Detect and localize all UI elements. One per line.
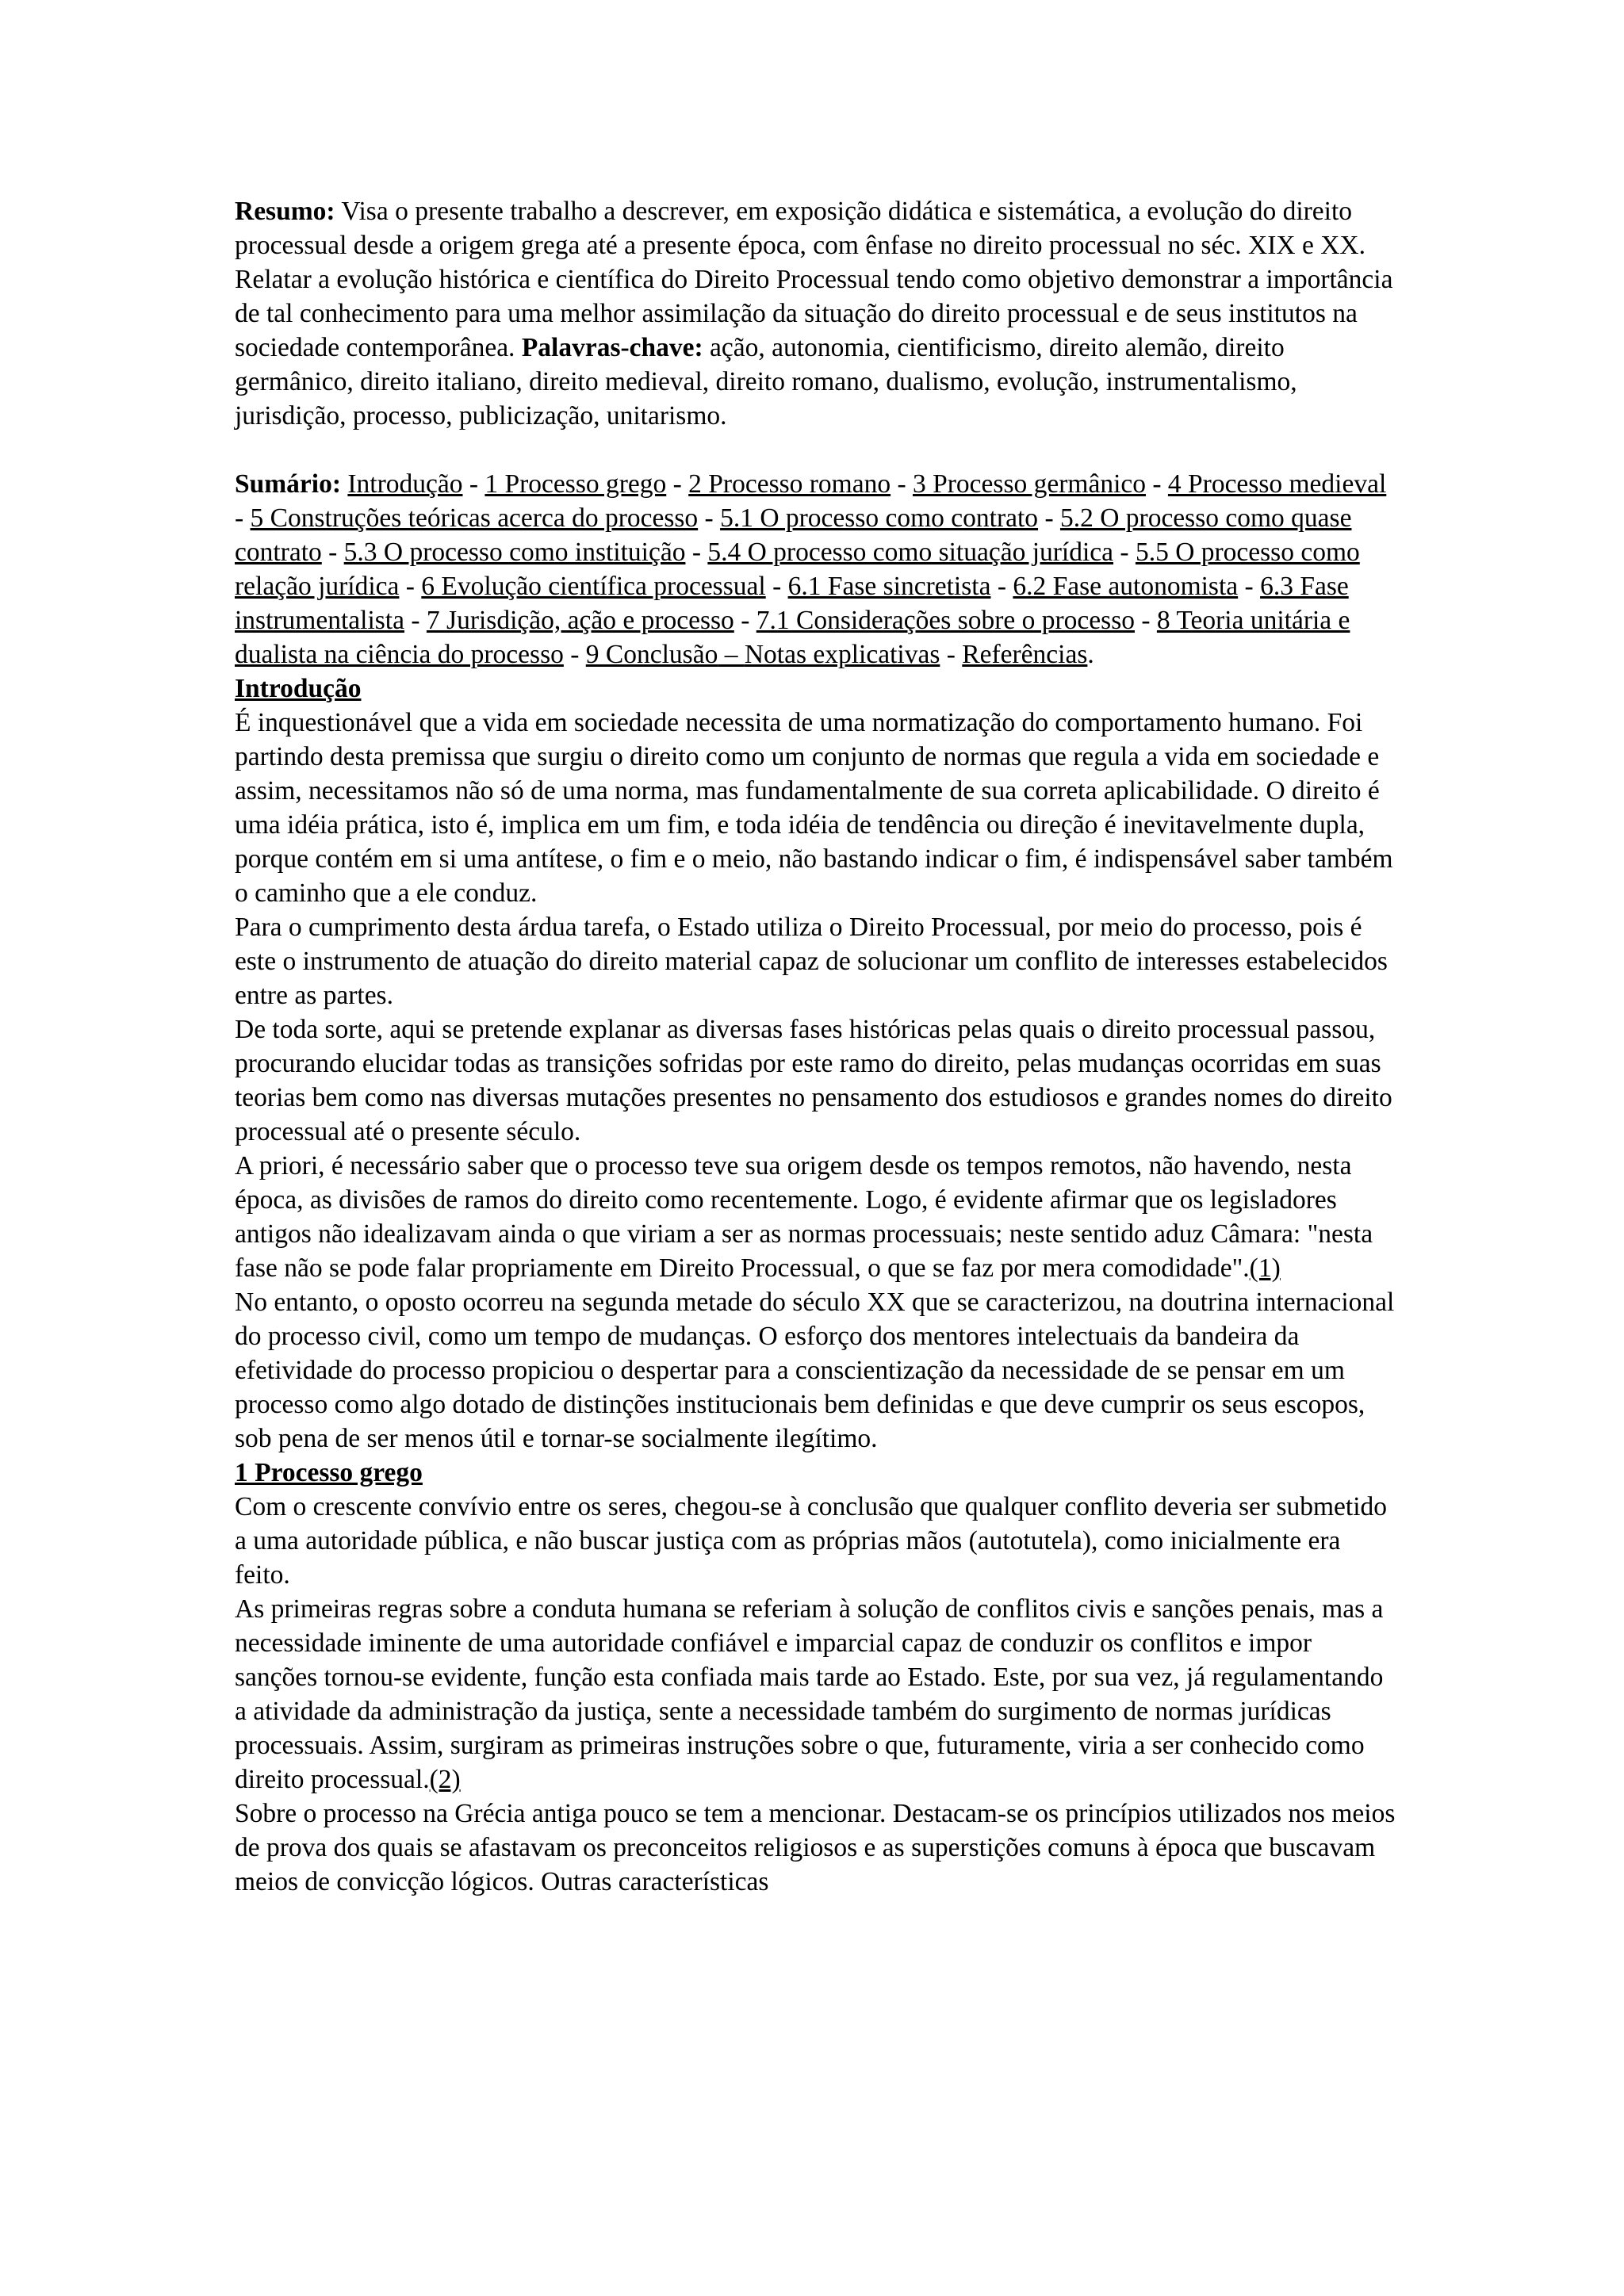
summary-link-processo-germanico[interactable]: 3 Processo germânico <box>913 469 1146 499</box>
summary-link-processo-grego[interactable]: 1 Processo grego <box>485 469 667 499</box>
summary-link-conclusao[interactable]: 9 Conclusão <box>585 640 718 669</box>
section1-paragraph-2: As primeiras regras sobre a conduta humana se referiam à solução de conflitos civis e sanções penais, mas a necessidade iminente de uma autoridade confiável e imparcial capaz de conduzir os conflitos e impor sanções tornou-se evidente, função esta confiada mais tarde ao Estado. Este, por sua vez, já regulamentando a atividade da administração da justiça, sente a necessidade também do surgimento de normas jurídicas processuais. Assim, surgiram as primeiras instruções sobre o que, futuramente, viria a ser conhecido como direito processual.(2) <box>235 1594 1384 1794</box>
abstract-label: Resumo: <box>235 197 335 226</box>
summary-paragraph: Sumário: Introdução - 1 Processo grego - 2 Processo romano - 3 Processo germânico - 4 Processo medieval - 5 Construções teóricas acerca do processo - 5.1 O processo como contrato - 5.2 O processo como quase contrato - 5.3 O processo como instituição - 5.4 O processo como situação jurídica - 5.5 O processo como relação jurídica - 6 Evolução científica processual - 6.1 Fase sincretista - 6.2 Fase autonomista - 6.3 Fase instrumentalista - 7 Jurisdição, ação e processo - 7.1 Considerações sobre o processo - 8 Teoria unitária e dualista na ciência do processo - 9 Conclusão – Notas explicativas - Referências. <box>235 469 1387 669</box>
summary-link-instituicao[interactable]: 5.3 O processo como instituição <box>343 538 686 567</box>
section-heading-processo-grego: 1 Processo grego <box>235 1458 423 1487</box>
intro-paragraph-4: A priori, é necessário saber que o processo teve sua origem desde os tempos remotos, não havendo, nesta época, as divisões de ramos do direito como recentemente. Logo, é evidente afirmar que os legisladores antigos não idealizavam ainda o que viriam a ser as normas processuais; neste sentido aduz Câmara: "nesta fase não se pode falar propriamente em Direito Processual, o que se faz por mera comodidade".(1) <box>235 1151 1373 1283</box>
summary-link-construcoes-teoricas[interactable]: 5 Construções teóricas acerca do processo <box>250 503 699 533</box>
keywords-text: ação, autonomia, cientificismo, direito alemão, direito germânico, direito italiano, direito medieval, direito romano, dualismo, evolução, instrumentalismo, jurisdição, processo, publicização, unitarismo. <box>235 333 1297 430</box>
abstract-paragraph <box>235 194 1400 433</box>
summary-link-processo-romano[interactable]: 2 Processo romano <box>688 469 891 499</box>
summary-link-teoria-unitaria[interactable]: 8 Teoria unitária e dualista na ciência do processo <box>235 606 1350 669</box>
summary-link-fase-autonomista[interactable]: 6.2 Fase autonomista <box>1013 572 1239 601</box>
section1-paragraph-1: Com o crescente convívio entre os seres, chegou-se à conclusão que qualquer conflito deveria ser submetido a uma autoridade pública, e não buscar justiça com as próprias mãos (autotutela), como inicialmente era feito. <box>235 1492 1388 1590</box>
summary-link-processo-contrato[interactable]: 5.1 O processo como contrato <box>720 503 1039 533</box>
summary-link-fase-instrumentalista[interactable]: 6.3 Fase instrumentalista <box>235 572 1349 635</box>
abstract-text: Visa o presente trabalho a descrever, em exposição didática e sistemática, a evolução do direito processual desde a origem grega até a presente época, com ênfase no direito processual no séc. XIX e XX. Relatar a evolução histórica e científica do Direito Processual tendo como objetivo demonstrar a importância de tal conhecimento para uma melhor assimilação da situação do direito processual e de seus institutos na sociedade contemporânea. <box>235 197 1393 362</box>
summary-link-processo-medieval[interactable]: 4 Processo medieval <box>1167 469 1387 499</box>
summary-link-notas-explicativas[interactable]: – Notas explicativas <box>718 640 940 669</box>
summary-link-quase-contrato[interactable]: 5.2 O processo como quase contrato <box>235 503 1352 567</box>
intro-paragraph-3: De toda sorte, aqui se pretende explanar as diversas fases históricas pelas quais o direito processual passou, procurando elucidar todas as transições sofridas por este ramo do direito, pelas mudanças ocorridas em suas teorias bem como nas diversas mutações presentes no pensamento dos estudiosos e grandes nomes do direito processual até o presente século. <box>235 1015 1392 1146</box>
summary-link-evolucao-cientifica[interactable]: 6 Evolução científica processual <box>421 572 766 601</box>
keywords-label: Palavras-chave: <box>521 333 703 362</box>
section-heading-introducao: Introdução <box>235 674 362 703</box>
section1-paragraph-3: Sobre o processo na Grécia antiga pouco se tem a mencionar. Destacam-se os princípios utilizados nos meios de prova dos quais se afastavam os preconceitos religiosos e as superstições comuns à época que buscavam meios de convicção lógicos. Outras características <box>235 1799 1396 1896</box>
footnote-link-1[interactable]: (1) <box>1249 1253 1281 1283</box>
summary-link-jurisdicao-acao-processo[interactable]: 7 Jurisdição, ação e processo <box>426 606 734 635</box>
intro-paragraph-1: É inquestionável que a vida em sociedade necessita de uma normatização do comportamento humano. Foi partindo desta premissa que surgiu o direito como um conjunto de normas que regula a vida em sociedade e assim, necessitamos não só de uma norma, mas fundamentalmente de sua correta aplicabilidade. O direito é uma idéia prática, isto é, implica em um fim, e toda idéia de tendência ou direção é inevitavelmente dupla, porque contém em si uma antítese, o fim e o meio, não bastando indicar o fim, é indispensável saber também o caminho que a ele conduz. <box>235 708 1393 908</box>
document-page <box>235 194 1400 1899</box>
spacer <box>235 433 1400 467</box>
summary-link-situacao-juridica[interactable]: 5.4 O processo como situação jurídica <box>707 538 1114 567</box>
footnote-link-2[interactable]: (2) <box>429 1765 461 1794</box>
summary-link-consideracoes[interactable]: 7.1 Considerações sobre o processo <box>756 606 1135 635</box>
intro-paragraph-5: No entanto, o oposto ocorreu na segunda metade do século XX que se caracterizou, na doutrina internacional do processo civil, como um tempo de mudanças. O esforço dos mentores intelectuais da bandeira da efetividade do processo propiciou o despertar para a conscientização da necessidade de se pensar em um processo como algo dotado de distinções institucionais bem definidas e que deve cumprir os seus escopos, sob pena de ser menos útil e tornar-se socialmente ilegítimo. <box>235 1288 1395 1453</box>
intro-paragraph-2: Para o cumprimento desta árdua tarefa, o Estado utiliza o Direito Processual, por meio do processo, pois é este o instrumento de atuação do direito material capaz de solucionar um conflito de interesses estabelecidos entre as partes. <box>235 913 1388 1010</box>
summary-link-introducao[interactable]: Introdução <box>347 469 463 499</box>
summary-link-referencias[interactable]: Referências <box>962 640 1088 669</box>
summary-link-relacao-juridica[interactable]: 5.5 O processo como relação jurídica <box>235 538 1360 601</box>
summary-link-fase-sincretista[interactable]: 6.1 Fase sincretista <box>787 572 991 601</box>
summary-label: Sumário: <box>235 469 341 499</box>
